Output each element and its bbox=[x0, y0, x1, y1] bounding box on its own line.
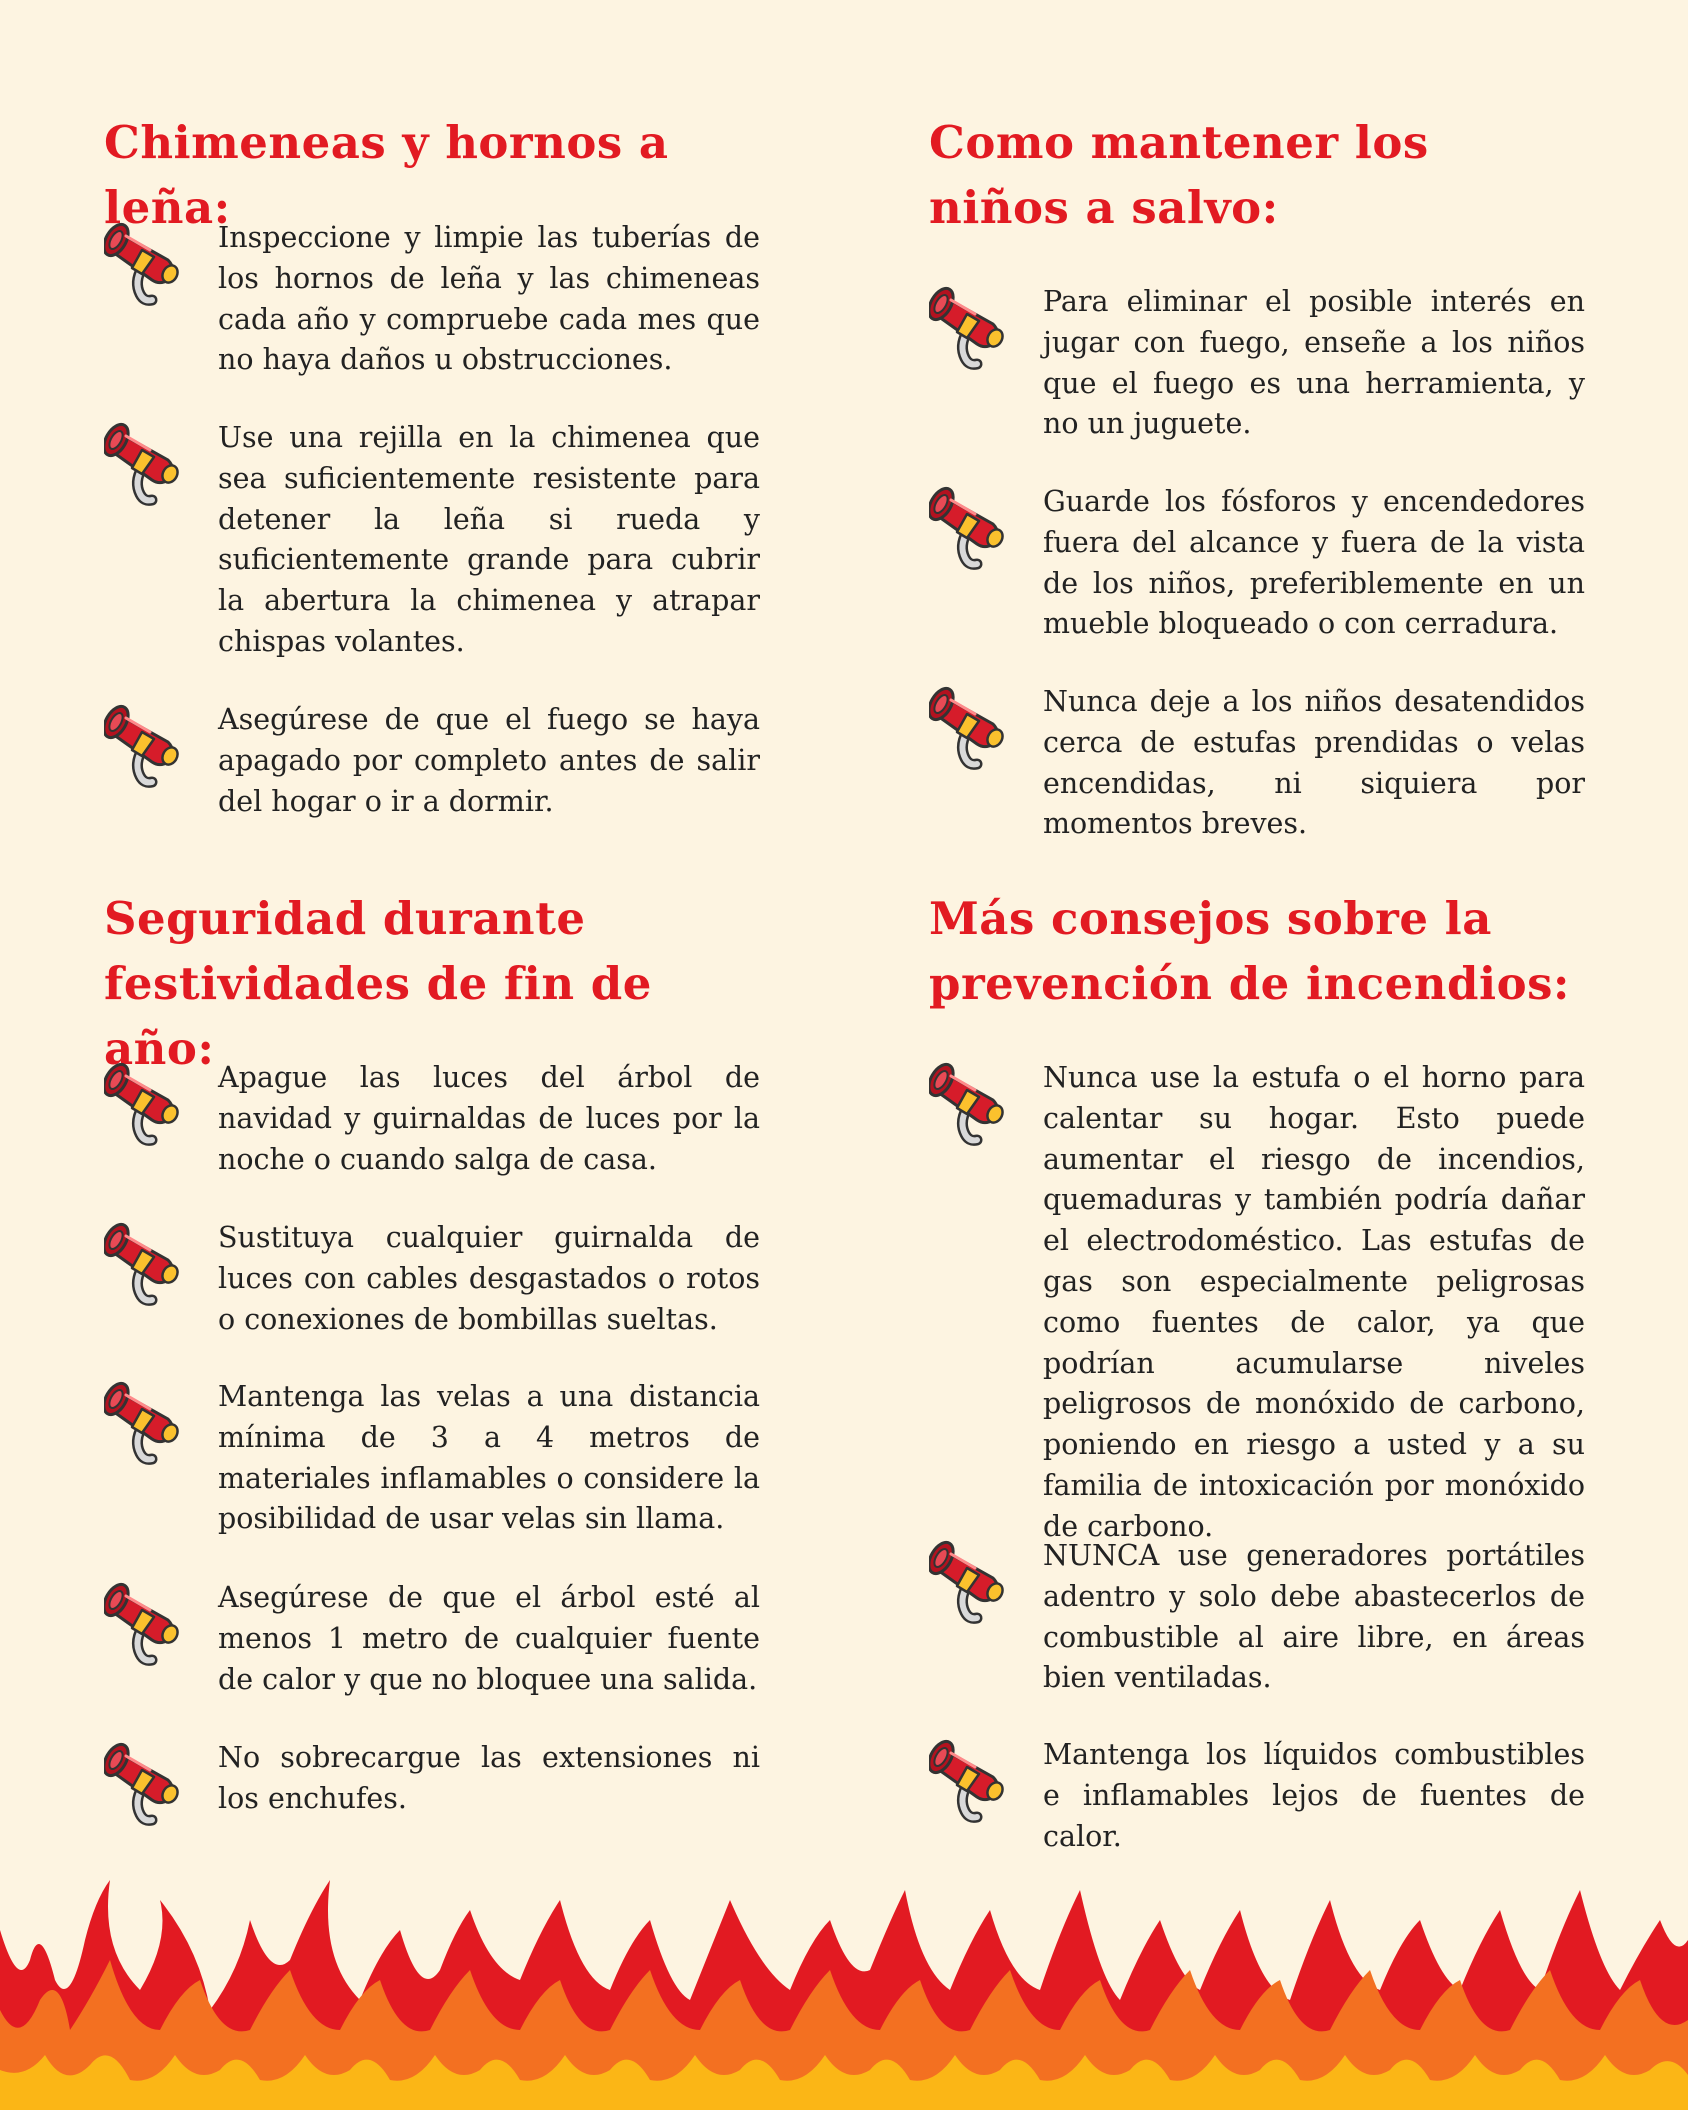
flames-decoration bbox=[0, 1880, 1688, 2110]
item-text: No sobrecargue las extensiones ni los enchufes. bbox=[218, 1741, 760, 1815]
section-holiday-safety bbox=[104, 886, 760, 1846]
megaphone-icon bbox=[104, 210, 188, 310]
section-heading: Seguridad durante festividades de fin de año: bbox=[104, 892, 652, 1075]
item-text: Asegúrese de que el árbol esté al menos 1 metro de cualquier fuente de calor y que no bloquee una salida. bbox=[218, 1581, 760, 1696]
item-text: Mantenga las velas a una distancia mínima de 3 a 4 metros de materiales inflamables o considere la posibilidad de usar velas sin llama. bbox=[218, 1380, 760, 1536]
megaphone-icon bbox=[104, 1050, 188, 1150]
megaphone-icon bbox=[104, 410, 188, 510]
section-kids-safety bbox=[929, 110, 1585, 850]
item-text: Nunca use la estufa o el horno para calentar su hogar. Esto puede aumentar el riesgo de incendios, quemaduras y también podría dañar el electrodoméstico. Las estufas de gas son especialmente peligrosas como fuentes de calor, ya que podrían acumularse niveles peligrosos de monóxido de carbono, poniendo en riesgo a usted y a su familia de intoxicación por monóxido de carbono. bbox=[1043, 1061, 1585, 1543]
item-text: Apague las luces del árbol de navidad y guirnaldas de luces por la noche o cuando salga de casa. bbox=[218, 1061, 760, 1176]
item-text: NUNCA use generadores portátiles adentro y solo debe abastecerlos de combustible al aire libre, en áreas bien ventiladas. bbox=[1043, 1539, 1585, 1695]
item-text: Nunca deje a los niños desatendidos cerca de estufas prendidas o velas encendidas, ni siquiera por momentos breves. bbox=[1043, 685, 1585, 841]
megaphone-icon bbox=[929, 1050, 1013, 1150]
item-text: Guarde los fósforos y encendedores fuera del alcance y fuera de la vista de los niños, preferiblemente en un mueble bloqueado o con cerradura. bbox=[1043, 485, 1585, 641]
megaphone-icon bbox=[929, 274, 1013, 374]
section-chimneys bbox=[104, 110, 760, 830]
megaphone-icon bbox=[929, 474, 1013, 574]
item-text: Asegúrese de que el fuego se haya apagado por completo antes de salir del hogar o ir a dormir. bbox=[218, 703, 760, 818]
megaphone-icon bbox=[104, 1730, 188, 1830]
section-heading: Más consejos sobre la prevención de incendios: bbox=[929, 892, 1571, 1010]
item-text: Para eliminar el posible interés en jugar con fuego, enseñe a los niños que el fuego es una herramienta, y no un juguete. bbox=[1043, 285, 1585, 441]
megaphone-icon bbox=[929, 674, 1013, 774]
section-heading: Chimeneas y hornos a leña: bbox=[104, 116, 669, 234]
megaphone-icon bbox=[104, 1570, 188, 1670]
megaphone-icon bbox=[104, 692, 188, 792]
item-text: Use una rejilla en la chimenea que sea suficientemente resistente para detener la leña si rueda y suficientemente grande para cubrir la abertura la chimenea y atrapar chispas volantes. bbox=[218, 421, 760, 658]
item-text: Inspeccione y limpie las tuberías de los hornos de leña y las chimeneas cada año y compruebe cada mes que no haya daños u obstrucciones. bbox=[218, 221, 760, 377]
megaphone-icon bbox=[929, 1727, 1013, 1827]
megaphone-icon bbox=[104, 1369, 188, 1469]
megaphone-icon bbox=[929, 1528, 1013, 1628]
megaphone-icon bbox=[104, 1210, 188, 1310]
item-text: Sustituya cualquier guirnalda de luces con cables desgastados o rotos o conexiones de bombillas sueltas. bbox=[218, 1221, 760, 1336]
section-more-tips bbox=[929, 886, 1585, 1853]
item-text: Mantenga los líquidos combustibles e inflamables lejos de fuentes de calor. bbox=[1043, 1738, 1585, 1853]
section-heading: Como mantener los niños a salvo: bbox=[929, 116, 1429, 234]
